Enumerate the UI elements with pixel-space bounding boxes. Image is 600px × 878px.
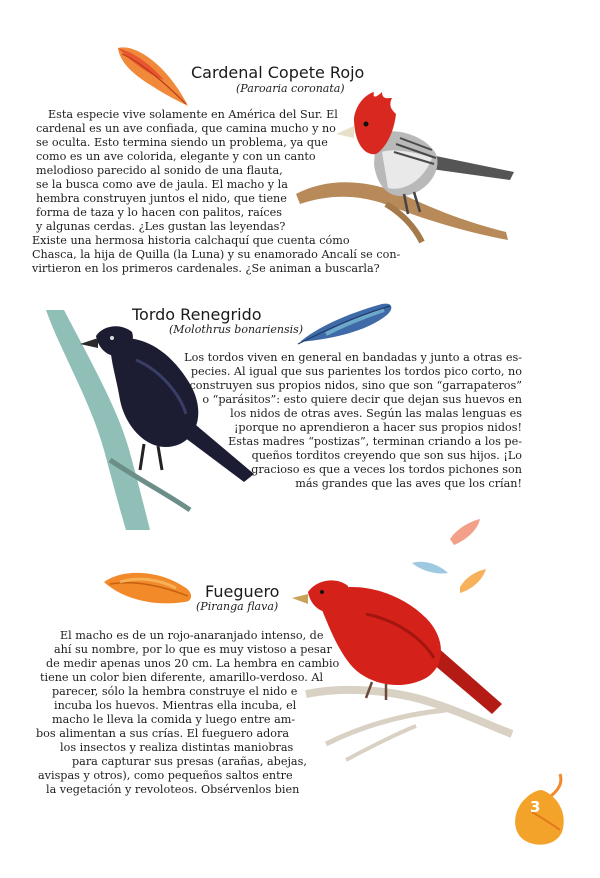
text-line: Chasca, la hija de Quilla (la Luna) y su enamorado Ancalí se con- <box>32 248 401 261</box>
text-line: tiene un color bien diferente, amarillo-verdoso. Al <box>40 671 324 684</box>
text-line: se la busca como ave de jaula. El macho y la <box>36 178 288 191</box>
text-line: los nidos de otras aves. Según las malas lenguas es <box>230 407 522 420</box>
red-orange-feather-icon <box>112 40 192 110</box>
text-line: los insectos y realiza distintas maniobras <box>60 741 294 754</box>
text-line: como es un ave colorida, elegante y con un canto <box>36 150 316 163</box>
scientific-name: (Molothrus bonariensis) <box>169 323 304 336</box>
text-line: El macho es de un rojo-anaranjado intenso, de <box>60 629 324 642</box>
text-line: gracioso es que a veces los tordos pichones son <box>251 463 522 476</box>
orange-feather-icon <box>100 566 200 616</box>
text-line: hembra construyen juntos el nido, que tiene <box>36 192 287 205</box>
text-line: Existe una hermosa historia calchaquí que cuenta cómo <box>32 234 350 247</box>
text-line: construyen sus propios nidos, sino que son “garrapateros” <box>189 379 522 392</box>
text-line: más grandes que las aves que los crían! <box>295 477 522 490</box>
section-body <box>184 351 522 491</box>
text-line: avispas y otros), como pequeños saltos entre <box>38 769 293 782</box>
text-line: melodioso parecido al sonido de una flauta, <box>36 164 283 177</box>
text-line: incuba los huevos. Mientras ella incuba, el <box>54 699 297 712</box>
text-line: pecies. Al igual que sus parientes los tordos pico corto, no <box>190 365 522 378</box>
scientific-name: (Piranga flava) <box>196 600 279 613</box>
text-line: Los tordos viven en general en bandadas y junto a otras es- <box>184 351 522 364</box>
section-title: Cardenal Copete Rojo <box>191 63 365 82</box>
text-line: queños torditos creyendo que son sus hijos. ¡Lo <box>251 449 522 462</box>
text-line: cardenal es un ave confiada, que camina mucho y no <box>36 122 336 135</box>
text-line: virtieron en los primeros cardenales. ¿Se animan a buscarla? <box>32 262 380 275</box>
text-line: o “parásitos”: esto quiere decir que dejan sus huevos en <box>202 393 522 406</box>
text-line: bos alimentan a sus crías. El fueguero adora <box>36 727 290 740</box>
text-line: se oculta. Esto termina siendo un problema, ya que <box>36 136 328 149</box>
text-line: ahí su nombre, por lo que es muy vistoso a pesar <box>54 643 332 656</box>
text-line: ¡porque no aprendieron a hacer sus propios nidos! <box>233 421 522 434</box>
section-body <box>34 629 339 797</box>
text-line: Esta especie vive solamente en América del Sur. El <box>48 108 338 121</box>
text-line: parecer, sólo la hembra construye el nido e <box>52 685 298 698</box>
text-line: forma de taza y lo hacen con palitos, raíces <box>36 206 283 219</box>
text-line: de medir apenas unos 20 cm. La hembra en cambio <box>46 657 340 670</box>
text-line: y algunas cerdas. ¿Les gustan las leyendas? <box>36 220 286 233</box>
section-title: Tordo Renegrido <box>132 305 262 324</box>
text-line: la vegetación y revoloteos. Obsérvenlos bien <box>46 783 300 796</box>
blue-feather-icon <box>296 298 396 348</box>
scientific-name: (Paroaria coronata) <box>236 82 345 95</box>
red-crested-cardinal-icon <box>296 92 556 242</box>
text-line: macho le lleva la comida y luego entre am- <box>52 713 296 726</box>
page-number: 3 <box>530 798 541 816</box>
text-line: Estas madres “postizas”, terminan criando a los pe- <box>228 435 522 448</box>
section-title: Fueguero <box>205 582 280 601</box>
text-line: para capturar sus presas (arañas, abejas, <box>72 755 307 768</box>
